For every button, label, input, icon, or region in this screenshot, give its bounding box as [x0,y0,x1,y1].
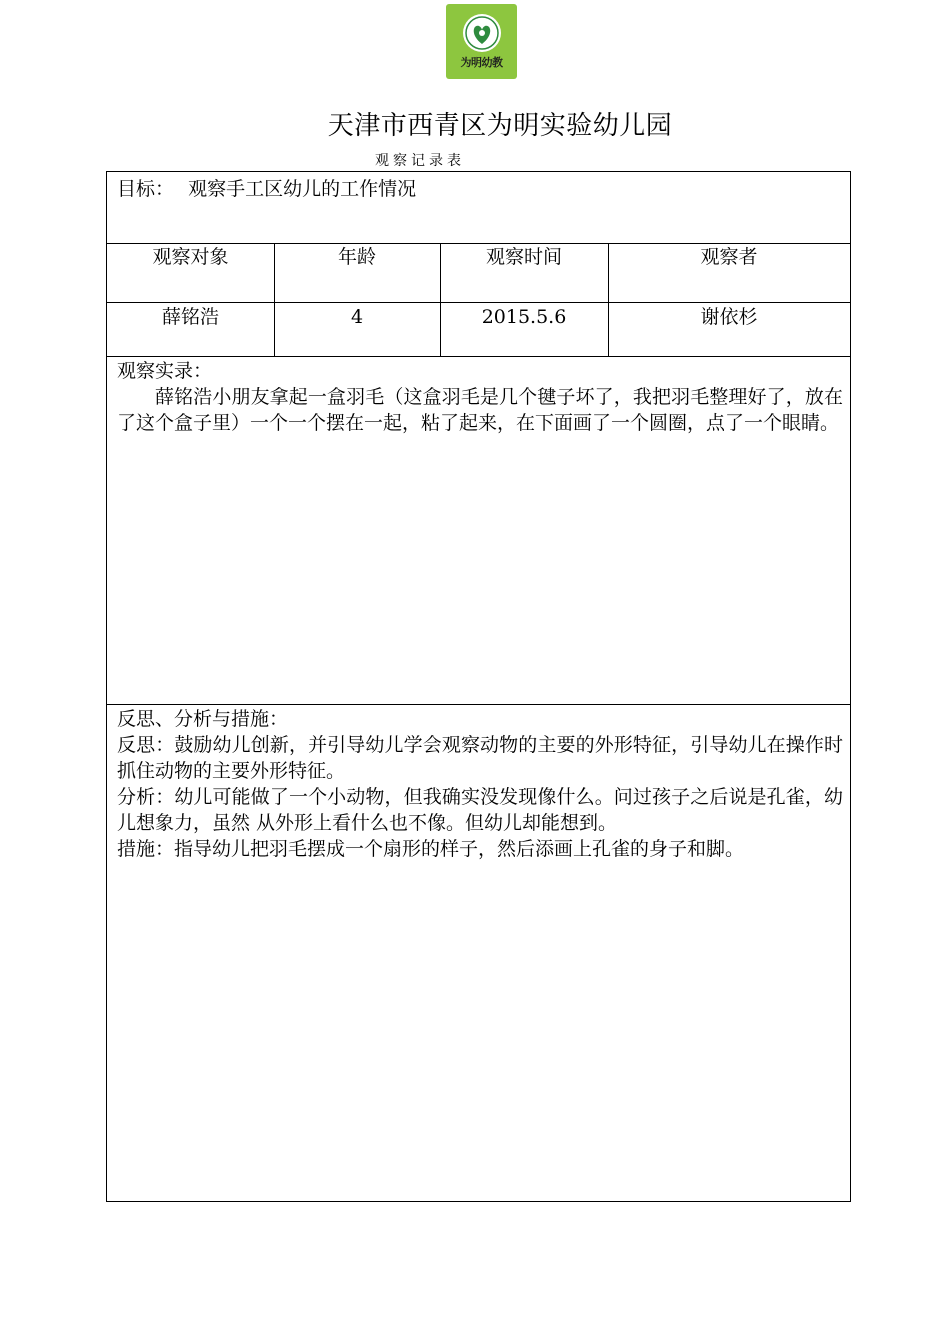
value-time: 2015.5.6 [481,306,567,328]
value-age: 4 [350,306,364,328]
table-divider [107,302,850,303]
logo-emblem-icon [446,4,517,56]
record-text: 薛铭浩小朋友拿起一盒羽毛（这盒羽毛是几个毽子坏了，我把羽毛整理好了，放在了这个盒子里）一个一个摆在一起，粘了起来，在下面画了一个圆圈，点了一个眼睛。 [117,386,843,434]
header-observer: 观察者 [700,246,758,268]
table-divider [107,356,850,357]
record-section [117,358,843,436]
value-observer: 谢依杉 [700,306,758,328]
analysis-label: 反思、分析与措施： [117,708,289,730]
goal-label: 目标： [117,178,175,200]
logo-text: 为明幼教 [460,56,503,69]
school-title: 天津市西青区为明实验幼儿园 [327,111,673,141]
analysis-text: 分析：幼儿可能做了一个小动物，但我确实没发现像什么。问过孩子之后说是孔雀，幼儿想象力，虽然 从外形上看什么也不像。但幼儿却能想到。 [117,786,843,834]
observation-record-table [106,171,851,1202]
header-time: 观察时间 [485,246,562,268]
header-age: 年龄 [337,246,376,268]
reflection-text: 反思：鼓励幼儿创新，并引导幼儿学会观察动物的主要的外形特征，引导幼儿在操作时抓住动物的主要外形特征。 [117,734,843,782]
analysis-section [117,706,843,862]
measure-text: 措施：指导幼儿把羽毛摆成一个扇形的样子，然后添画上孔雀的身子和脚。 [117,838,745,860]
header-subject: 观察对象 [152,246,229,268]
goal-row [117,176,416,202]
school-logo [446,4,517,79]
goal-text: 观察手工区幼儿的工作情况 [188,178,417,200]
form-title: 观察记录表 [375,153,465,169]
value-subject: 薛铭浩 [161,306,219,328]
table-divider [107,704,850,705]
record-label: 观察实录： [117,360,213,382]
